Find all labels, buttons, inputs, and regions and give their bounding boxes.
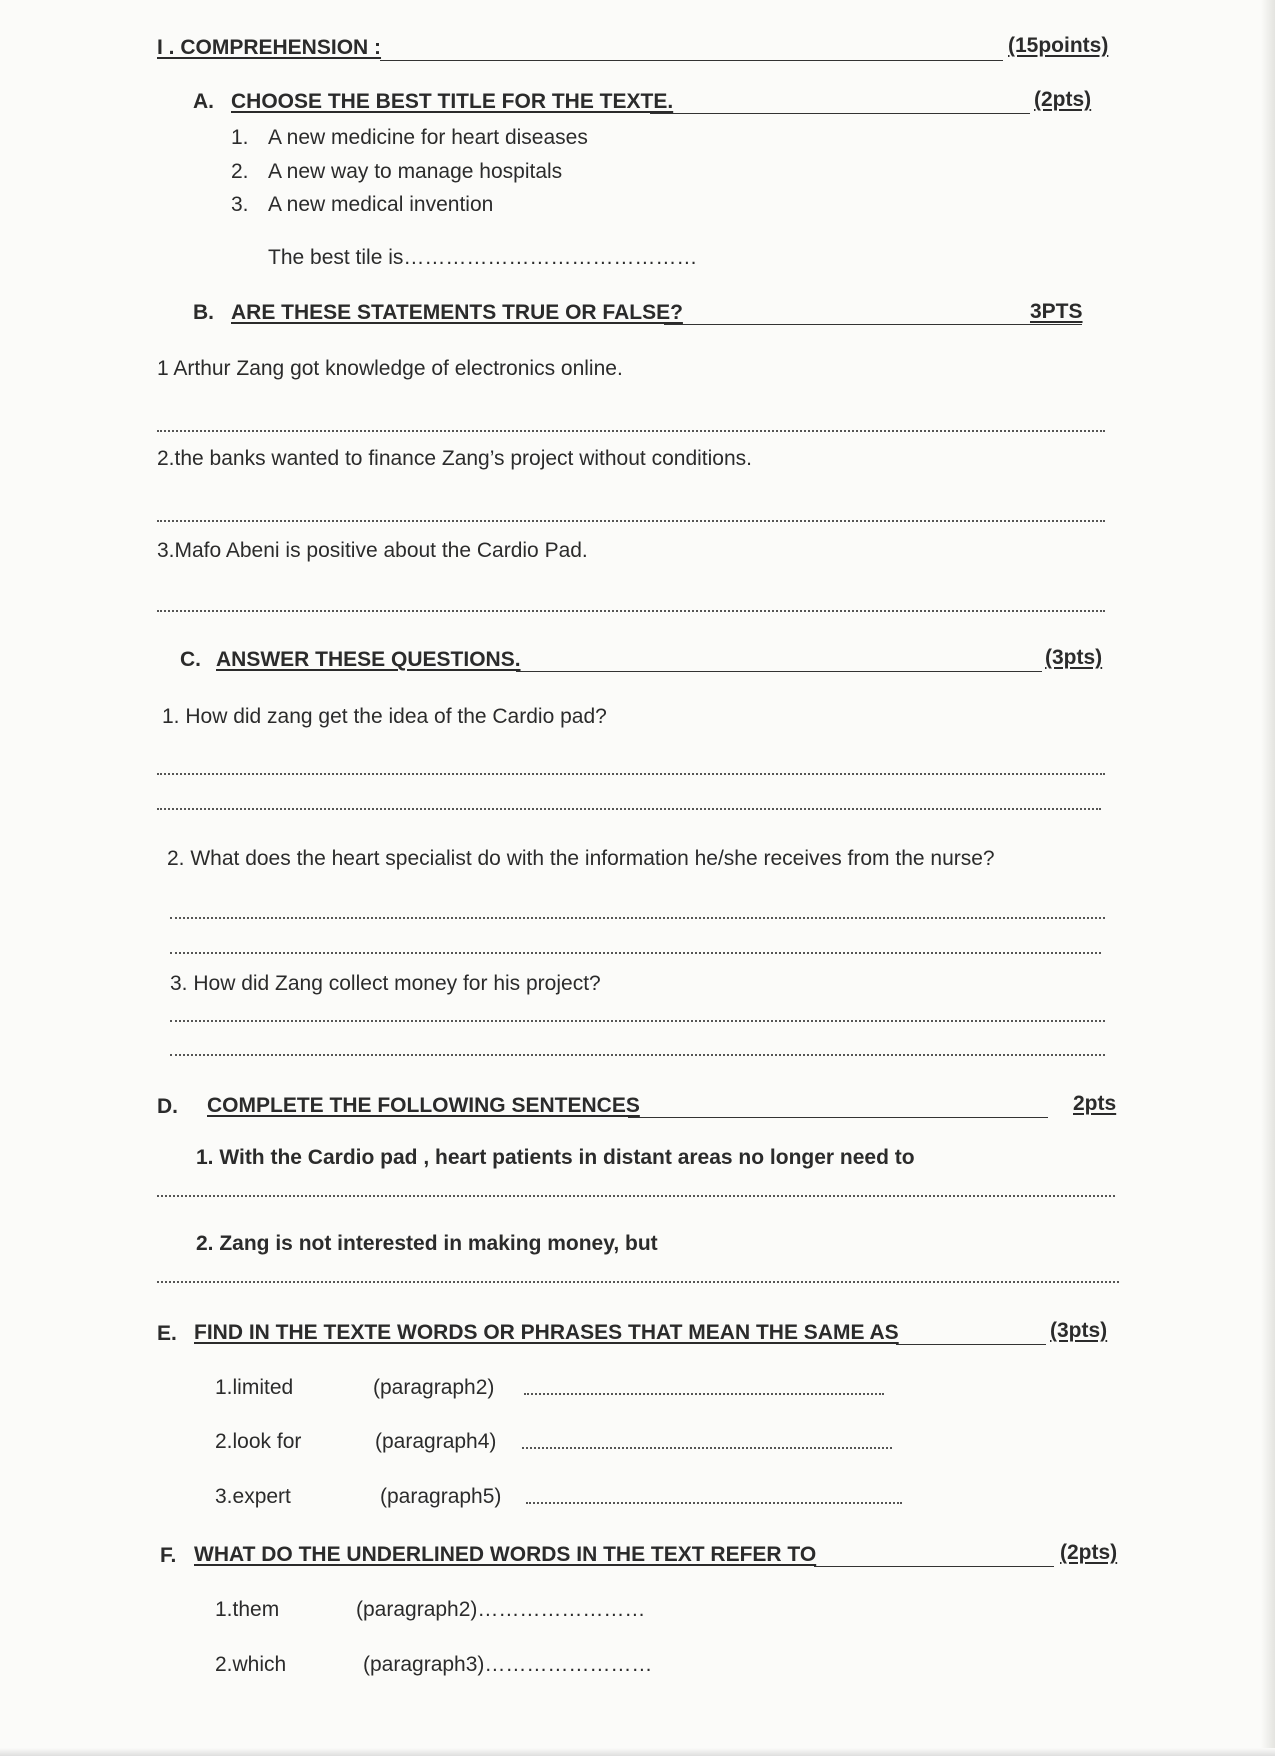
comprehension-points: (15points) (1008, 34, 1109, 57)
section-a-title: CHOOSE THE BEST TITLE FOR THE TEXTE. (231, 90, 674, 113)
paper-bottom-edge (0, 1748, 1275, 1756)
sentence-1: 1. With the Cardio pad , heart patients in distant areas no longer need to (196, 1146, 915, 1169)
section-a-points: (2pts) (1034, 88, 1092, 111)
reference-1-word: 1.them (215, 1598, 280, 1621)
sentence-1-answer-line[interactable] (157, 1195, 1115, 1197)
section-d-rule (628, 1117, 1048, 1118)
synonym-3-answer-line[interactable] (526, 1502, 902, 1504)
synonym-1-ref: (paragraph2) (373, 1376, 495, 1399)
question-3-answer-line-2[interactable] (170, 1054, 1105, 1056)
section-e-rule (896, 1344, 1046, 1345)
header-rule (380, 60, 1003, 61)
section-e-title: FIND IN THE TEXTE WORDS OR PHRASES THAT MEAN THE SAME AS (194, 1321, 899, 1344)
section-d-points: 2pts (1073, 1092, 1117, 1115)
synonym-1-answer-line[interactable] (524, 1393, 884, 1395)
sentence-2-answer-line[interactable] (157, 1281, 1119, 1283)
question-2: 2. What does the heart specialist do with the information he/she receives from the nurse? (167, 847, 995, 870)
section-c-title: ANSWER THESE QUESTIONS. (216, 648, 521, 671)
statement-3-answer-line[interactable] (157, 610, 1105, 612)
synonym-3-word: 3.expert (215, 1485, 291, 1508)
option-2-number: 2. (231, 160, 249, 183)
option-1-text: A new medicine for heart diseases (268, 126, 588, 149)
synonym-2-word: 2.look for (215, 1430, 302, 1453)
section-c-points: (3pts) (1045, 646, 1103, 669)
section-e-label: E. (157, 1322, 177, 1345)
question-2-answer-line-2[interactable] (170, 952, 1101, 954)
synonym-2-ref: (paragraph4) (375, 1430, 497, 1453)
section-c-rule (516, 671, 1042, 672)
section-f-label: F. (160, 1544, 177, 1567)
section-e-points: (3pts) (1050, 1319, 1108, 1342)
comprehension-title: I . COMPREHENSION : (157, 36, 382, 59)
question-3-answer-line-1[interactable] (170, 1020, 1105, 1022)
section-d-label: D. (157, 1095, 178, 1118)
question-2-answer-line-1[interactable] (170, 917, 1105, 919)
synonym-3-ref: (paragraph5) (380, 1485, 502, 1508)
section-d-title: COMPLETE THE FOLLOWING SENTENCES (207, 1094, 640, 1117)
reference-1-ref[interactable]: (paragraph2)…………………… (356, 1598, 646, 1621)
question-1-answer-line-1[interactable] (157, 773, 1105, 775)
paper-right-edge (1261, 0, 1275, 1756)
section-f-title: WHAT DO THE UNDERLINED WORDS IN THE TEXT REFER TO (194, 1543, 817, 1566)
section-b-rule (664, 324, 1082, 325)
section-b-points: 3PTS (1030, 300, 1083, 323)
statement-2-answer-line[interactable] (157, 520, 1105, 522)
section-a-rule (650, 113, 1030, 114)
best-title-prompt: The best tile is…………………………………… (268, 246, 698, 269)
statement-1-answer-line[interactable] (157, 430, 1105, 432)
question-1-answer-line-2[interactable] (157, 808, 1101, 810)
statement-3: 3.Mafo Abeni is positive about the Cardio Pad. (157, 539, 588, 562)
section-f-rule (814, 1566, 1054, 1567)
reference-2-word: 2.which (215, 1653, 287, 1676)
question-1: 1. How did zang get the idea of the Cardio pad? (162, 705, 607, 728)
section-b-title: ARE THESE STATEMENTS TRUE OR FALSE? (231, 301, 683, 324)
option-2-text: A new way to manage hospitals (268, 160, 563, 183)
statement-2: 2.the banks wanted to finance Zang’s project without conditions. (157, 447, 752, 470)
option-3-text: A new medical invention (268, 193, 494, 216)
option-1-number: 1. (231, 126, 249, 149)
synonym-2-answer-line[interactable] (522, 1447, 892, 1449)
section-c-label: C. (180, 648, 201, 671)
statement-1: 1 Arthur Zang got knowledge of electronics online. (157, 357, 623, 380)
synonym-1-word: 1.limited (215, 1376, 294, 1399)
option-3-number: 3. (231, 193, 249, 216)
section-f-points: (2pts) (1060, 1541, 1118, 1564)
question-3: 3. How did Zang collect money for his project? (170, 972, 601, 995)
sentence-2: 2. Zang is not interested in making money, but (196, 1232, 658, 1255)
section-b-label: B. (193, 301, 214, 324)
reference-2-ref[interactable]: (paragraph3)…………………… (363, 1653, 653, 1676)
section-a-label: A. (193, 90, 214, 113)
